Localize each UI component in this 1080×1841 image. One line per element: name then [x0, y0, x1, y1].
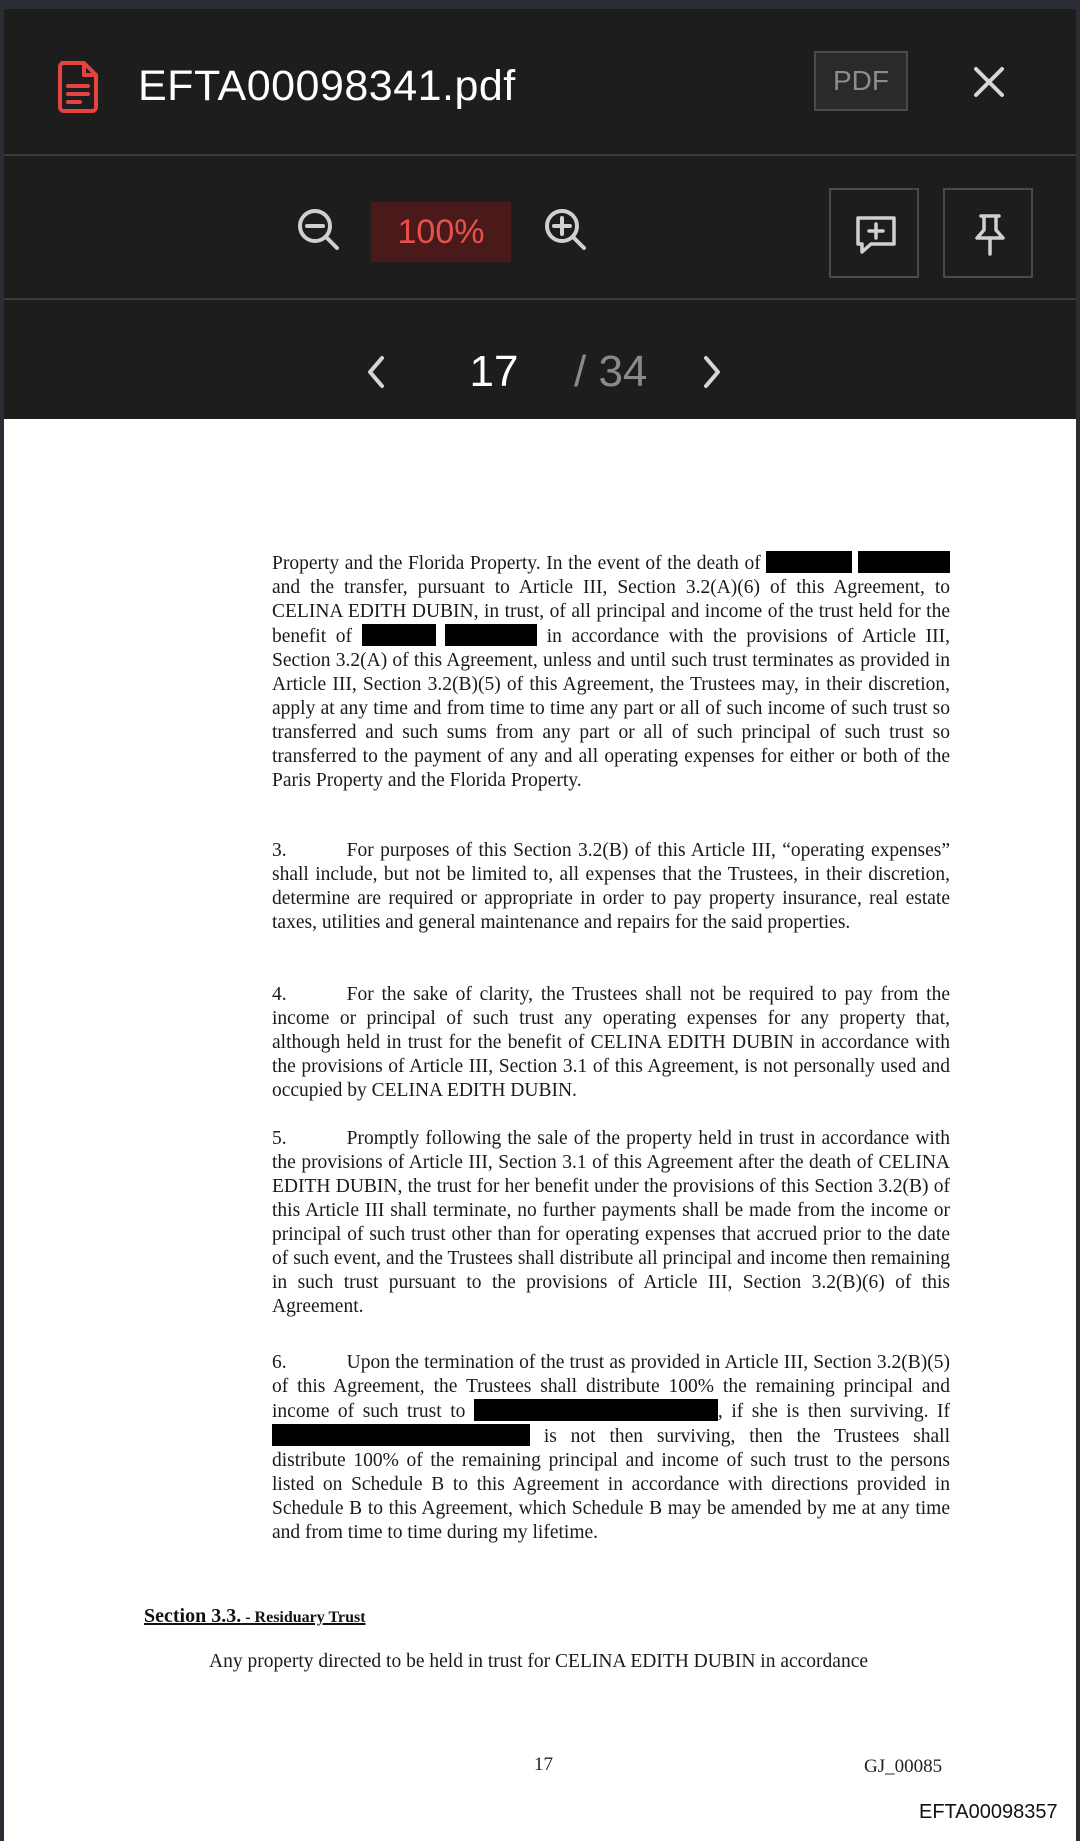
- chevron-left-icon[interactable]: [360, 352, 392, 392]
- chevron-right-icon[interactable]: [696, 352, 728, 392]
- redaction: [445, 624, 537, 646]
- section-text: Any property directed to be held in trust for CELINA EDITH DUBIN in accordance: [209, 1651, 869, 1672]
- page-footer-number: 17: [534, 1754, 553, 1775]
- format-badge: PDF: [814, 51, 908, 111]
- pin-button[interactable]: [943, 188, 1033, 278]
- redaction: [272, 1424, 530, 1446]
- paragraph-6: 6. Upon the termination of the trust as provided in Article III, Section 3.2(B)(5) of this Agreement, the Trustees shall distribute 100% the remaining principal and income of such trust to , if she is then surviving. If is not then surviving, then the Trustees shall distribute 100% of the remaining principal and income of such trust to the persons listed on Schedule B to this Agreement in accordance with directions provided in Schedule B to this Agreement, which Schedule B may be amended by me at any time and from time to time during my lifetime.: [272, 1352, 951, 1543]
- section-heading: Section 3.3. - Residuary Trust: [144, 1605, 366, 1627]
- title-bar: [4, 9, 1076, 156]
- add-comment-icon: [853, 212, 899, 258]
- current-page-input[interactable]: 17: [469, 347, 519, 396]
- efta-stamp: EFTA00098357: [919, 1801, 1058, 1823]
- add-comment-button[interactable]: [829, 188, 919, 278]
- file-name: EFTA00098341.pdf: [138, 62, 516, 110]
- redaction: [362, 624, 436, 646]
- total-pages: / 34: [574, 347, 648, 396]
- paragraph-3: 3. For purposes of this Section 3.2(B) of this Article III, “operating expenses” shall include, but not be limited to, all expenses that the Trustees, in their discretion, determine are required or appropriate in order to pay property insurance, real estate taxes, utilities and general maintenance and repairs for the said properties.: [272, 840, 950, 933]
- pin-icon: [967, 212, 1013, 258]
- paragraph-5: 5. Promptly following the sale of the property held in trust in accordance with the provisions of Article III, Section 3.1 of this Agreement after the death of CELINA EDITH DUBIN, the trust for her benefit under the provisions of this Section 3.2(B) of this Article III shall terminate, no further payments shall be made from the income or principal of such trust other than for operating expenses that accrued prior to the date of such event, and the Trustees shall distribute all principal and income then remaining in such trust pursuant to the provisions of Article III, Section 3.2(B)(6) of this Agreement.: [272, 1128, 950, 1317]
- close-icon[interactable]: [964, 57, 1014, 107]
- zoom-in-icon[interactable]: [541, 205, 589, 253]
- redaction: [858, 551, 950, 573]
- redaction: [766, 551, 852, 573]
- redaction: [474, 1399, 718, 1421]
- bates-number: GJ_00085: [864, 1756, 943, 1777]
- zoom-out-icon[interactable]: [294, 205, 342, 253]
- zoom-level[interactable]: 100%: [371, 202, 511, 262]
- paragraph-2-continued: Property and the Florida Property. In the event of the death of and the transfer, pursuant to Article III, Section 3.2(A)(6) of this Agreement, to CELINA EDITH DUBIN, in trust, of all principal and income of the trust held for the benefit of in accordance with the provisions of Article III, Section 3.2(A) of this Agreement, unless and until such trust terminates as provided in Article III, Section 3.2(B)(5) of this Agreement, the Trustees may, in their discretion, apply at any time and from time to time any part or all of such income of such trust so transferred and such sums from any part or all of such principal of such trust so transferred to the payment of any and all operating expenses for either or both of the Paris Property and the Florida Property.: [272, 553, 950, 791]
- paragraph-4: 4. For the sake of clarity, the Trustees shall not be required to pay from the income or principal of such trust any operating expenses for any property that, although held in trust for the benefit of CELINA EDITH DUBIN in accordance with the provisions of Article III, Section 3.1 of this Agreement, is not personally used and occupied by CELINA EDITH DUBIN.: [272, 984, 950, 1101]
- file-document-icon: [56, 59, 100, 113]
- document-page[interactable]: [4, 419, 1076, 1841]
